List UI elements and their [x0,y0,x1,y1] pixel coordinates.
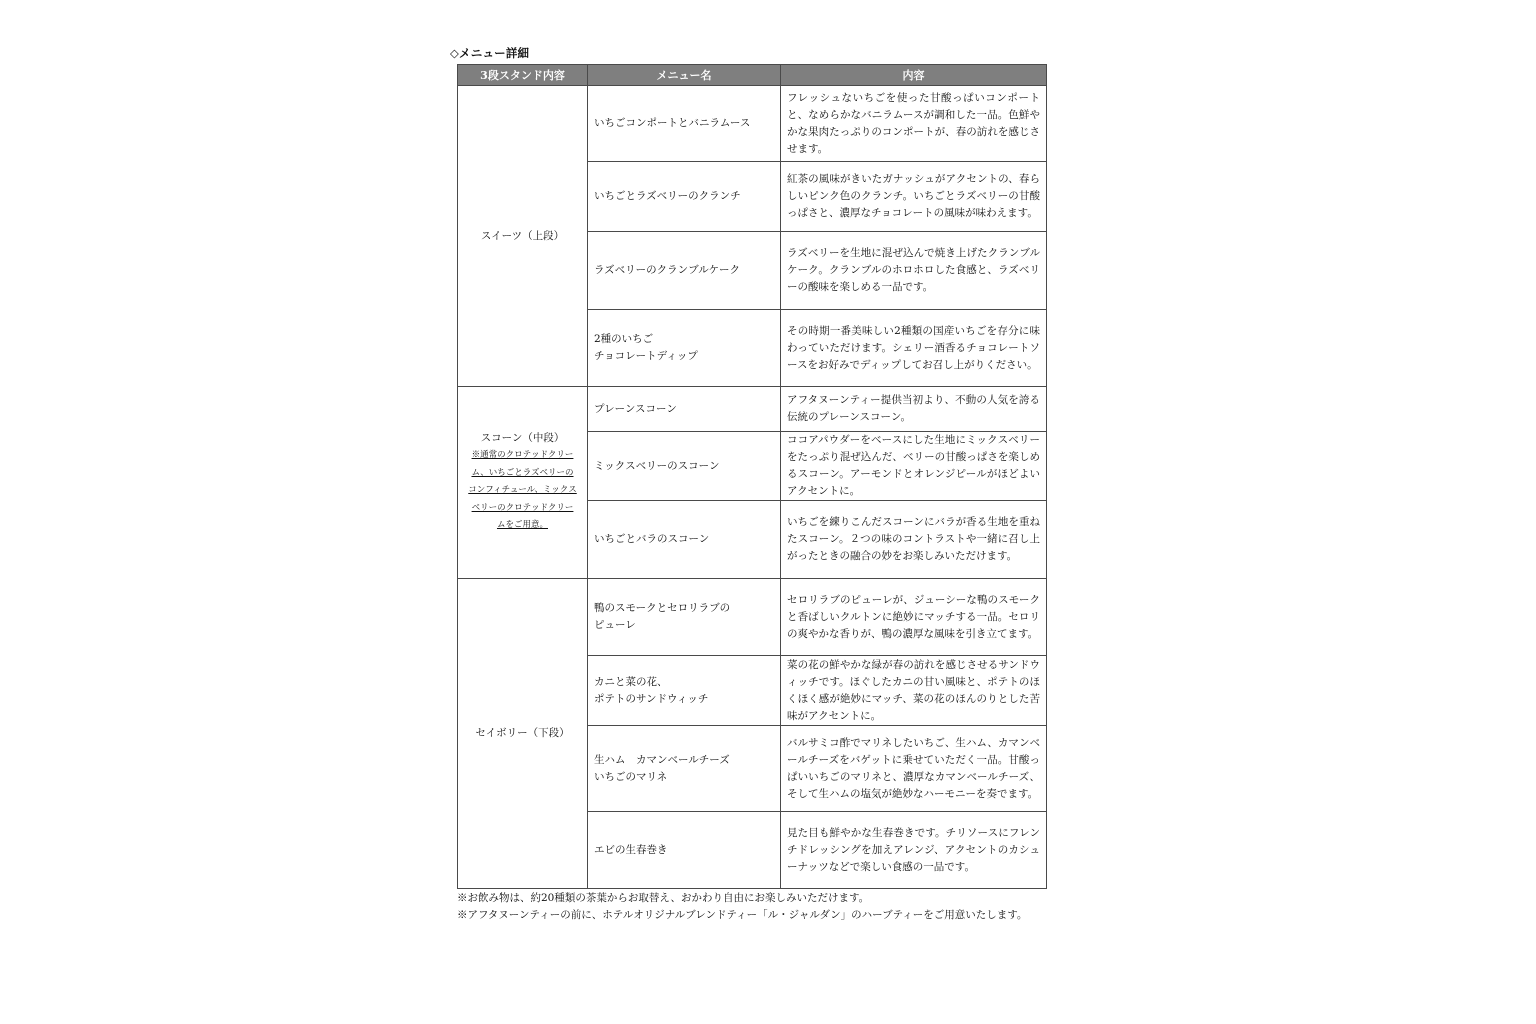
section-savory [458,579,588,889]
header-stand-content: 3段スタンド内容 [458,65,588,86]
menu-item-description: ココアパウダーをベースにした生地にミックスベリーをたっぷり混ぜ込んだ、ベリーの甘酸っぱさを楽しめるスコーン。アーモンドとオレンジピールがほどよいアクセントに。 [781,432,1047,501]
section-name: スコーン（中段） [480,432,565,445]
menu-item-name: いちごコンポートとバニラムース [588,86,781,162]
menu-item-description: ラズベリーを生地に混ぜ込んで焼き上げたクランブルケーク。クランブルのホロホロした食感と、ラズベリーの酸味を楽しめる一品です。 [781,232,1047,310]
menu-item-description: その時期一番美味しい2種類の国産いちごを存分に味わっていただけます。シェリー酒香るチョコレートソースをお好みでディップしてお召し上がりください。 [781,310,1047,387]
menu-item-name: 2種のいちご チョコレートディップ [588,310,781,387]
footnote-herbal-tea: ※アフタヌーンティーの前に、ホテルオリジナルブレンドティー「ル・ジャルダン」のハーブティーをご用意いたします。 [457,909,1028,921]
table-header-row [458,65,1047,86]
section-name: セイボリー（下段） [475,727,570,739]
menu-item-name: エビの生春巻き [588,812,781,889]
menu-item-description: バルサミコ酢でマリネしたいちご、生ハム、カマンベールチーズをバゲットに乗せていただく一品。甘酸っぱいいちごのマリネと、濃厚なカマンベールチーズ、そして生ハムの塩気が絶妙なハーモニーを奏でます。 [781,726,1047,812]
menu-item-name: 生ハム カマンベールチーズ いちごのマリネ [588,726,781,812]
section-note: ※通常のクロテッドクリーム、いちごとラズベリーのコンフィチュール、ミックスベリーのクロテッドクリームをご用意。 [468,450,577,531]
menu-item-name: ミックスベリーのスコーン [588,432,781,501]
table-row [458,579,1047,656]
menu-item-description: 菜の花の鮮やかな緑が春の訪れを感じさせるサンドウィッチです。ほぐしたカニの甘い風味と、ポテトのほくほく感が絶妙にマッチ、菜の花のほんのりとした苦味がアクセントに。 [781,656,1047,726]
section-sweets [458,86,588,387]
header-description: 内容 [781,65,1047,86]
header-menu-name: メニュー名 [588,65,781,86]
menu-item-description: セロリラブのピューレが、ジューシーな鴨のスモークと香ばしいクルトンに絶妙にマッチする一品。セロリの爽やかな香りが、鴨の濃厚な風味を引き立てます。 [781,579,1047,656]
menu-item-name: カニと菜の花、 ポテトのサンドウィッチ [588,656,781,726]
menu-item-description: いちごを練りこんだスコーンにバラが香る生地を重ねたスコーン。２つの味のコントラストや一緒に召し上がったときの融合の妙をお楽しみいただけます。 [781,501,1047,579]
footnotes [457,890,1037,924]
section-name: スイーツ（上段） [480,229,565,242]
section-scones [458,387,588,579]
table-row [458,86,1047,162]
menu-item-name: いちごとラズベリーのクランチ [588,162,781,232]
menu-item-description: 紅茶の風味がきいたガナッシュがアクセントの、春らしいピンク色のクランチ。いちごとラズベリーの甘酸っぱさと、濃厚なチョコレートの風味が味わえます。 [781,162,1047,232]
menu-detail-document [450,44,1050,924]
menu-item-name: いちごとバラのスコーン [588,501,781,579]
menu-item-description: アフタヌーンティー提供当初より、不動の人気を誇る伝統のプレーンスコーン。 [781,387,1047,432]
menu-item-description: 見た目も鮮やかな生春巻きです。チリソースにフレンチドレッシングを加えアレンジ、アクセントのカシューナッツなどで楽しい食感の一品です。 [781,812,1047,889]
table-row [458,387,1047,432]
section-title: ◇メニュー詳細 [450,46,530,60]
menu-item-name: プレーンスコーン [588,387,781,432]
menu-item-name: ラズベリーのクランブルケーク [588,232,781,310]
menu-item-description: フレッシュないちごを使った甘酸っぱいコンポートと、なめらかなバニラムースが調和した一品。色鮮やかな果肉たっぷりのコンポートが、春の訪れを感じさせます。 [781,86,1047,162]
menu-table [457,64,1047,889]
menu-item-name: 鴨のスモークとセロリラブの ピューレ [588,579,781,656]
footnote-drinks: ※お飲み物は、約20種類の茶葉からお取替え、おかわり自由にお楽しみいただけます。 [457,892,870,904]
